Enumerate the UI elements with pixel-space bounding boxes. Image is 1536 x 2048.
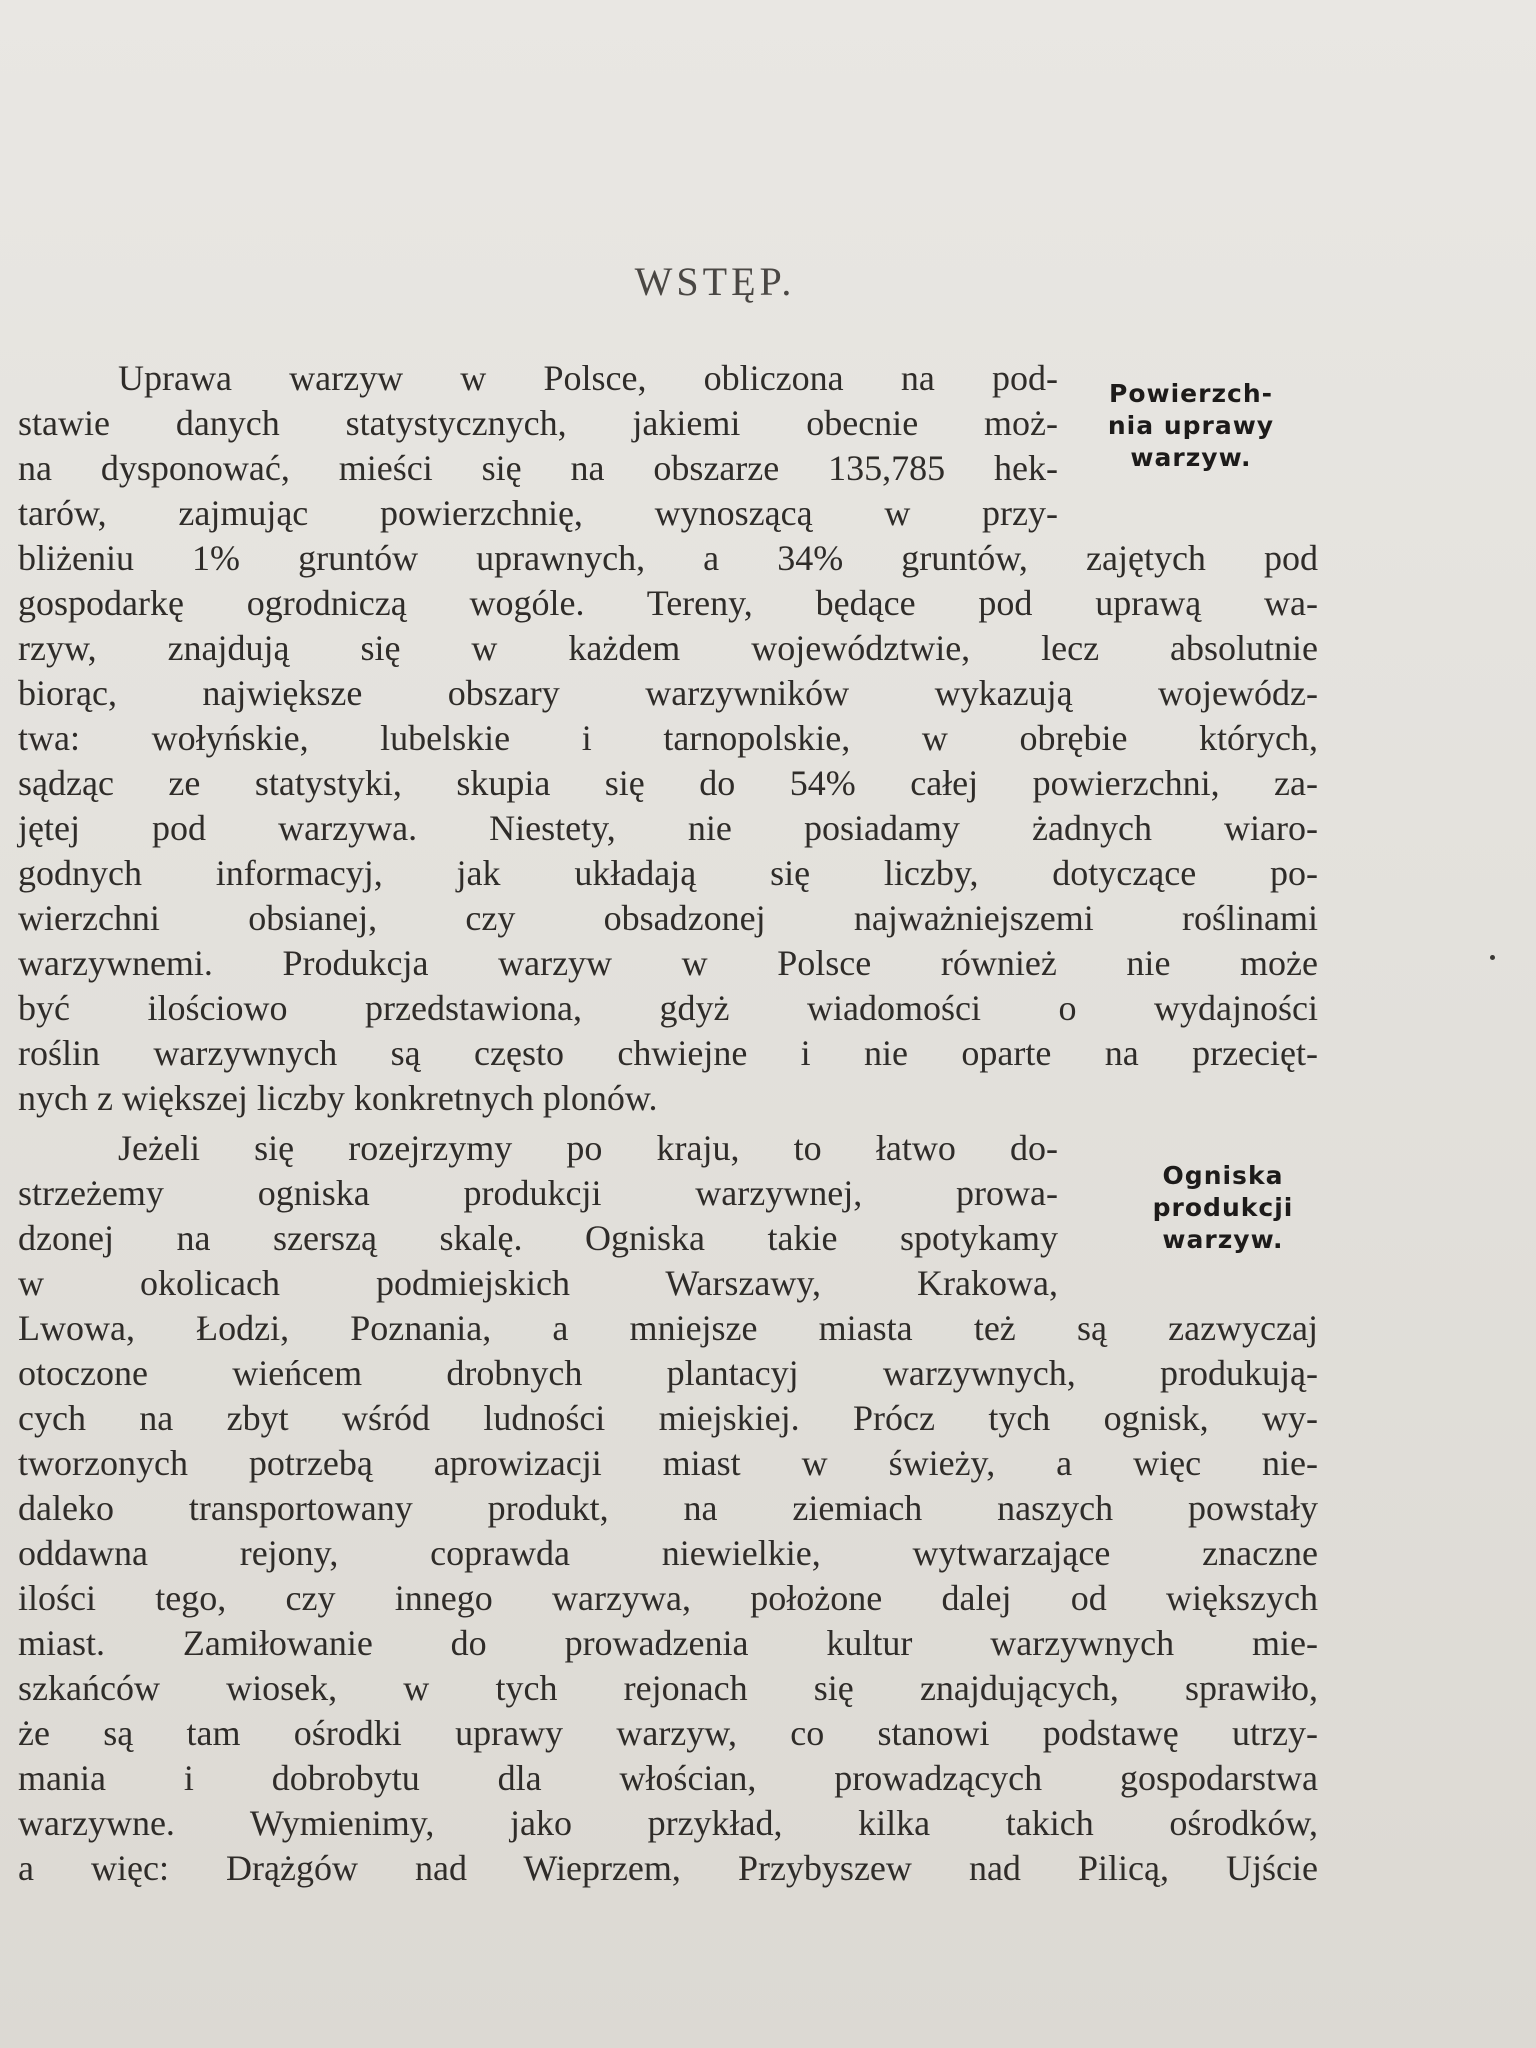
text-line: wierzchni obsianej, czy obsadzonej najważniejszemi roślinami — [18, 898, 1318, 938]
text-line: szkańców wiosek, w tych rejonach się znajdujących, sprawiło, — [18, 1668, 1318, 1708]
text-line: roślin warzywnych są często chwiejne i nie oparte na przecięt- — [18, 1033, 1318, 1073]
text-line: ilości tego, czy innego warzywa, położone dalej od większych — [18, 1578, 1318, 1618]
margin-note-line: produkcji — [1152, 1193, 1294, 1222]
text-line: strzeżemy ogniska produkcji warzywnej, prowa- — [18, 1173, 1058, 1213]
text-line: warzywne. Wymienimy, jako przykład, kilka takich ośrodków, — [18, 1803, 1318, 1843]
text-line: oddawna rejony, coprawda niewielkie, wytwarzające znaczne — [18, 1533, 1318, 1573]
margin-note-production-centres — [1108, 1160, 1338, 1256]
text-line: tworzonych potrzebą aprowizacji miast w świeży, a więc nie- — [18, 1443, 1318, 1483]
text-line: na dysponować, mieści się na obszarze 135,785 hek- — [18, 448, 1058, 488]
paper-speck — [1490, 955, 1495, 960]
text-line: Uprawa warzyw w Polsce, obliczona na pod- — [118, 358, 1058, 398]
text-line: gospodarkę ogrodniczą wogóle. Tereny, będące pod uprawą wa- — [18, 583, 1318, 623]
text-line: Jeżeli się rozejrzymy po kraju, to łatwo do- — [118, 1128, 1058, 1168]
text-line: stawie danych statystycznych, jakiemi obecnie moż- — [18, 403, 1058, 443]
text-line: twa: wołyńskie, lubelskie i tarnopolskie, w obrębie których, — [18, 718, 1318, 758]
margin-note-line: Powierzch- — [1109, 379, 1273, 408]
text-line: jętej pod warzywa. Niestety, nie posiadamy żadnych wiaro- — [18, 808, 1318, 848]
margin-note-cultivation-area — [1076, 378, 1306, 474]
text-line: mania i dobrobytu dla włościan, prowadzących gospodarstwa — [18, 1758, 1318, 1798]
text-line: miast. Zamiłowanie do prowadzenia kultur warzywnych mie- — [18, 1623, 1318, 1663]
text-line: biorąc, największe obszary warzywników wykazują wojewódz- — [18, 673, 1318, 713]
text-line: Lwowa, Łodzi, Poznania, a mniejsze miasta też są zazwyczaj — [18, 1308, 1318, 1348]
text-line: tarów, zajmując powierzchnię, wynoszącą w przy- — [18, 493, 1058, 533]
text-line: godnych informacyj, jak układają się liczby, dotyczące po- — [18, 853, 1318, 893]
text-line: nych z większej liczby konkretnych plonów. — [18, 1078, 658, 1118]
text-line: sądząc ze statystyki, skupia się do 54% całej powierzchni, za- — [18, 763, 1318, 803]
margin-note-line: warzyw. — [1162, 1225, 1284, 1254]
text-line: a więc: Drążgów nad Wieprzem, Przybyszew nad Pilicą, Ujście — [18, 1848, 1318, 1888]
margin-note-line: nia uprawy — [1107, 411, 1275, 440]
text-line: daleko transportowany produkt, na ziemiach naszych powstały — [18, 1488, 1318, 1528]
text-line: dzonej na szerszą skalę. Ogniska takie spotykamy — [18, 1218, 1058, 1258]
margin-note-line: warzyw. — [1130, 443, 1252, 472]
text-line: otoczone wieńcem drobnych plantacyj warzywnych, produkują- — [18, 1353, 1318, 1393]
text-line: w okolicach podmiejskich Warszawy, Krakowa, — [18, 1263, 1058, 1303]
text-line: bliżeniu 1% gruntów uprawnych, a 34% gruntów, zajętych pod — [18, 538, 1318, 578]
text-line: rzyw, znajdują się w każdem województwie, lecz absolutnie — [18, 628, 1318, 668]
chapter-heading: WSTĘP. — [634, 259, 796, 304]
text-line: być ilościowo przedstawiona, gdyż wiadomości o wydajności — [18, 988, 1318, 1028]
text-line: cych na zbyt wśród ludności miejskiej. Prócz tych ognisk, wy- — [18, 1398, 1318, 1438]
margin-note-line: Ogniska — [1162, 1161, 1284, 1190]
text-line: że są tam ośrodki uprawy warzyw, co stanowi podstawę utrzy- — [18, 1713, 1318, 1753]
text-line: warzywnemi. Produkcja warzyw w Polsce również nie może — [18, 943, 1318, 983]
